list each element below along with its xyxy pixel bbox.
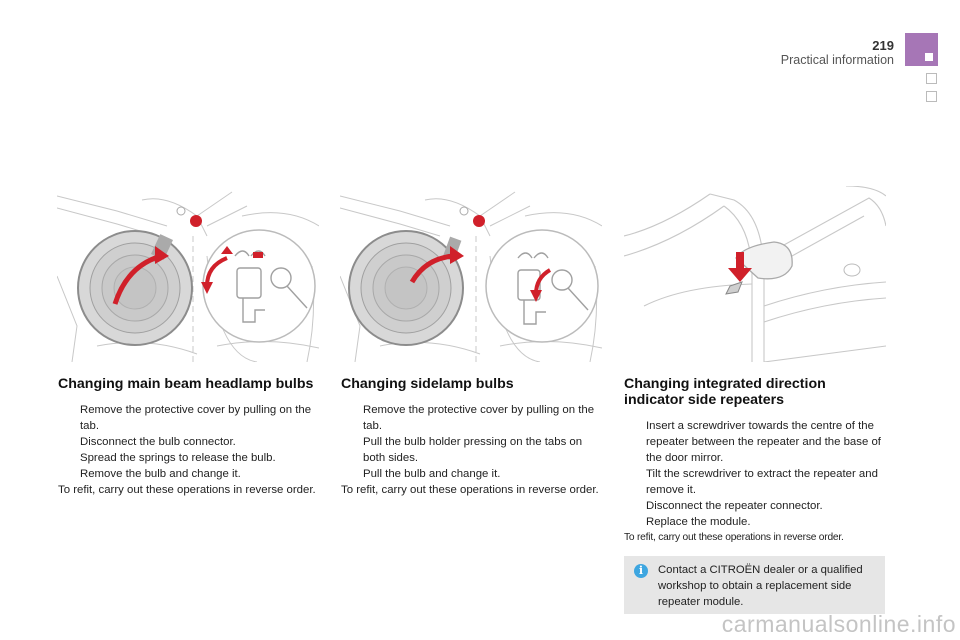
- list-item: Pull the bulb holder pressing on the tabs on both sides.: [363, 436, 583, 464]
- section-title: Practical information: [780, 53, 894, 67]
- main-beam-section: [58, 376, 320, 498]
- info-icon: i: [634, 564, 648, 578]
- list-item: Insert a screwdriver towards the centre of the repeater between the repeater and the base of the door mirror.: [646, 420, 881, 464]
- list-item: Spread the springs to release the bulb.: [80, 452, 276, 464]
- steps-list: [58, 402, 320, 482]
- list-item: Remove the protective cover by pulling on the tab.: [363, 404, 595, 432]
- steps-list: [624, 418, 886, 530]
- list-item: Replace the module.: [646, 516, 751, 528]
- refit-note: To refit, carry out these operations in reverse order.: [58, 484, 316, 496]
- watermark: carmanualsonline.info: [721, 611, 956, 637]
- list-item: Disconnect the bulb connector.: [80, 436, 236, 448]
- refit-note: To refit, carry out these operations in reverse order.: [341, 484, 599, 496]
- page-header: [781, 38, 894, 68]
- chapter-tab-empty[interactable]: [926, 73, 937, 84]
- side-repeater-illustration: [624, 186, 886, 362]
- headlamp-main-beam-illustration: [57, 186, 319, 362]
- section-heading: Changing main beam headlamp bulbs: [58, 376, 314, 392]
- info-text: Contact a CITROËN dealer or a qualified workshop to obtain a replacement side repeater module.: [658, 564, 863, 608]
- list-item: Disconnect the repeater connector.: [646, 500, 823, 512]
- list-item: Remove the protective cover by pulling on the tab.: [80, 404, 312, 432]
- list-item: Tilt the screwdriver to extract the repeater and remove it.: [646, 468, 878, 496]
- page-number: 219: [872, 38, 894, 53]
- info-box: [624, 556, 885, 614]
- section-heading: Changing sidelamp bulbs: [341, 376, 514, 392]
- side-repeater-section: [624, 376, 886, 546]
- list-item: Remove the bulb and change it.: [80, 468, 241, 480]
- chapter-tab-empty[interactable]: [926, 91, 937, 102]
- section-heading: Changing integrated direction indicator side repeaters: [624, 376, 826, 408]
- sidelamp-illustration: [340, 186, 602, 362]
- list-item: Pull the bulb and change it.: [363, 468, 501, 480]
- refit-note: To refit, carry out these operations in reverse order.: [624, 532, 844, 543]
- steps-list: [341, 402, 604, 482]
- chapter-tab[interactable]: [905, 33, 938, 66]
- sidelamp-section: [341, 376, 604, 498]
